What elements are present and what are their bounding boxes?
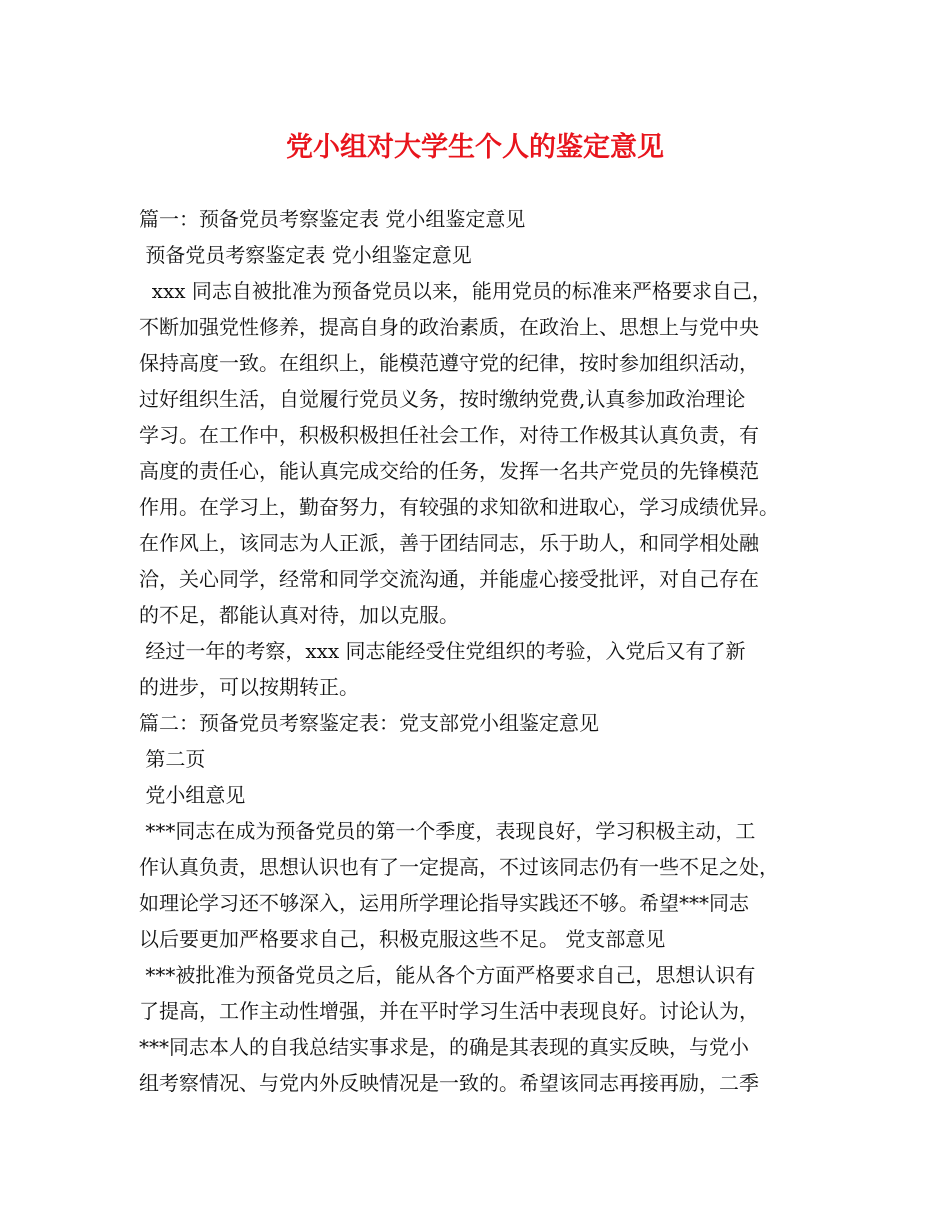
text-line: 预备党员考察鉴定表 党小组鉴定意见 (139, 243, 472, 267)
text-line: 作用。在学习上，勤奋努力，有较强的求知欲和进取心，学习成绩优异。 (139, 495, 779, 519)
text-line: 高度的责任心，能认真完成交给的任务，发挥一名共产党员的先锋模范 (139, 459, 759, 483)
document-title: 党小组对大学生个人的鉴定意见 (286, 132, 664, 163)
text-line: 在作风上，该同志为人正派，善于团结同志，乐于助人，和同学相处融 (139, 531, 759, 555)
text-line: 以后要更加严格要求自己，积极克服这些不足。 党支部意见 (139, 927, 666, 951)
section-heading: 篇二：预备党员考察鉴定表：党支部党小组鉴定意见 (139, 711, 599, 735)
text-line: 经过一年的考察，xxx 同志能经受住党组织的考验，入党后又有了新 (139, 639, 746, 663)
text-line: 党小组意见 (139, 783, 246, 807)
text-line: ***被批准为预备党员之后，能从各个方面严格要求自己，思想认识有 (139, 963, 756, 987)
text-line: xxx 同志自被批准为预备党员以来，能用党员的标准来严格要求自己， (139, 279, 772, 303)
text-line: 不断加强党性修养，提高自身的政治素质，在政治上、思想上与党中央 (139, 315, 759, 339)
text-line: 篇一：预备党员考察鉴定表 党小组鉴定意见 (139, 207, 526, 231)
text-line: 的进步，可以按期转正。 (139, 675, 359, 699)
text-line: 学习。在工作中，积极积极担任社会工作，对待工作极其认真负责，有 (139, 423, 759, 447)
text-line: ***同志本人的自我总结实事求是，的确是其表现的真实反映，与党小 (139, 1035, 749, 1059)
text-line: 了提高，工作主动性增强，并在平时学习生活中表现良好。讨论认为， (139, 999, 759, 1023)
text-line: 组考察情况、与党内外反映情况是一致的。希望该同志再接再励，二季 (139, 1071, 759, 1095)
text-line: 保持高度一致。在组织上，能模范遵守党的纪律，按时参加组织活动， (139, 351, 759, 375)
text-line: 第二页 (139, 747, 206, 771)
text-line: 如理论学习还不够深入，运用所学理论指导实践还不够。希望***同志 (139, 891, 749, 915)
text-line: 作认真负责，思想认识也有了一定提高，不过该同志仍有一些不足之处， (139, 855, 779, 879)
text-line: 的不足，都能认真对待，加以克服。 (139, 603, 459, 627)
text-line: 洽，关心同学，经常和同学交流沟通，并能虚心接受批评，对自己存在 (139, 567, 759, 591)
text-line: 过好组织生活，自觉履行党员义务，按时缴纳党费,认真参加政治理论 (139, 387, 746, 411)
text-line: ***同志在成为预备党员的第一个季度，表现良好，学习积极主动，工 (139, 819, 756, 843)
document-body (139, 201, 819, 1101)
